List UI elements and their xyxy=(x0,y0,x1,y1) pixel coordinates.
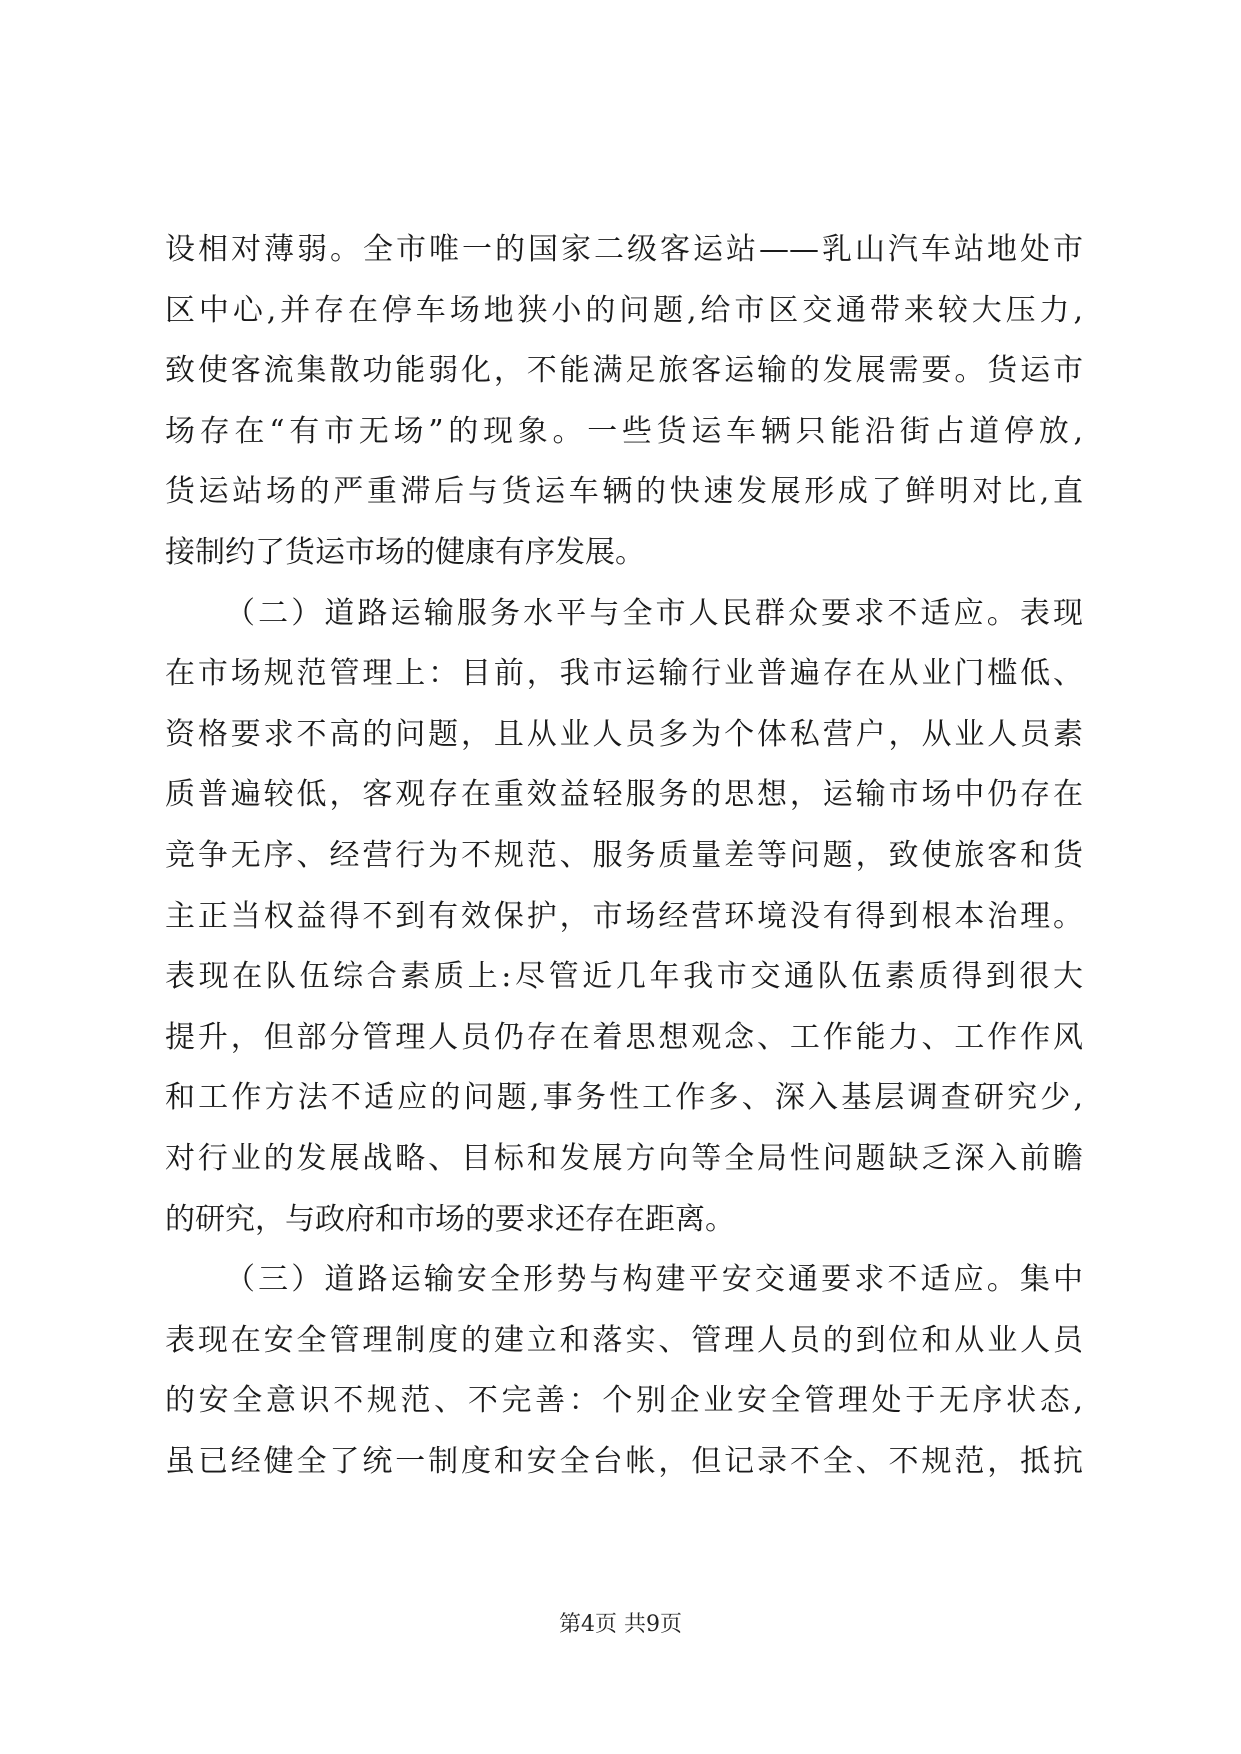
text-line: 致使客流集散功能弱化，不能满足旅客运输的发展需要。货运市 xyxy=(165,353,1083,389)
text-line: 区中心,并存在停车场地狭小的问题,给市区交通带来较大压力, xyxy=(165,292,1083,328)
text-line: 提升，但部分管理人员仍存在着思想观念、工作能力、工作作风 xyxy=(165,1019,1083,1055)
text-line: 货运站场的严重滞后与货运车辆的快速发展形成了鲜明对比,直 xyxy=(165,474,1083,510)
text-line: 主正当权益得不到有效保护，市场经营环境没有得到根本治理。 xyxy=(165,898,1083,934)
text-line: 在市场规范管理上：目前，我市运输行业普遍存在从业门槛低、 xyxy=(165,656,1083,692)
text-line: 表现在安全管理制度的建立和落实、管理人员的到位和从业人员 xyxy=(165,1322,1083,1358)
body-text xyxy=(165,220,1083,1492)
text-line: 的安全意识不规范、不完善：个别企业安全管理处于无序状态, xyxy=(165,1383,1083,1419)
page-footer xyxy=(0,1610,1241,1640)
text-line: 表现在队伍综合素质上:尽管近几年我市交通队伍素质得到很大 xyxy=(165,959,1083,995)
text-line: 的研究，与政府和市场的要求还存在距离。 xyxy=(165,1201,735,1237)
text-line: 虽已经健全了统一制度和安全台帐，但记录不全、不规范，抵抗 xyxy=(165,1443,1083,1479)
page-number-label: 第4页 共9页 xyxy=(559,1612,682,1637)
text-line: 资格要求不高的问题，且从业人员多为个体私营户，从业人员素 xyxy=(165,716,1083,752)
text-line: 接制约了货运市场的健康有序发展。 xyxy=(165,534,645,570)
text-line: 场存在“有市无场”的现象。一些货运车辆只能沿街占道停放, xyxy=(165,413,1083,449)
paragraph-start-line: （二）道路运输服务水平与全市人民群众要求不适应。表现 xyxy=(225,595,1083,631)
text-line: 和工作方法不适应的问题,事务性工作多、深入基层调查研究少, xyxy=(165,1080,1083,1116)
text-line: 设相对薄弱。全市唯一的国家二级客运站——乳山汽车站地处市 xyxy=(165,232,1083,267)
text-line: 质普遍较低，客观存在重效益轻服务的思想，运输市场中仍存在 xyxy=(165,777,1083,813)
paragraph-start-line: （三）道路运输安全形势与构建平安交通要求不适应。集中 xyxy=(225,1262,1083,1298)
text-line: 对行业的发展战略、目标和发展方向等全局性问题缺乏深入前瞻 xyxy=(165,1140,1083,1176)
text-line: 竞争无序、经营行为不规范、服务质量差等问题，致使旅客和货 xyxy=(165,837,1083,873)
